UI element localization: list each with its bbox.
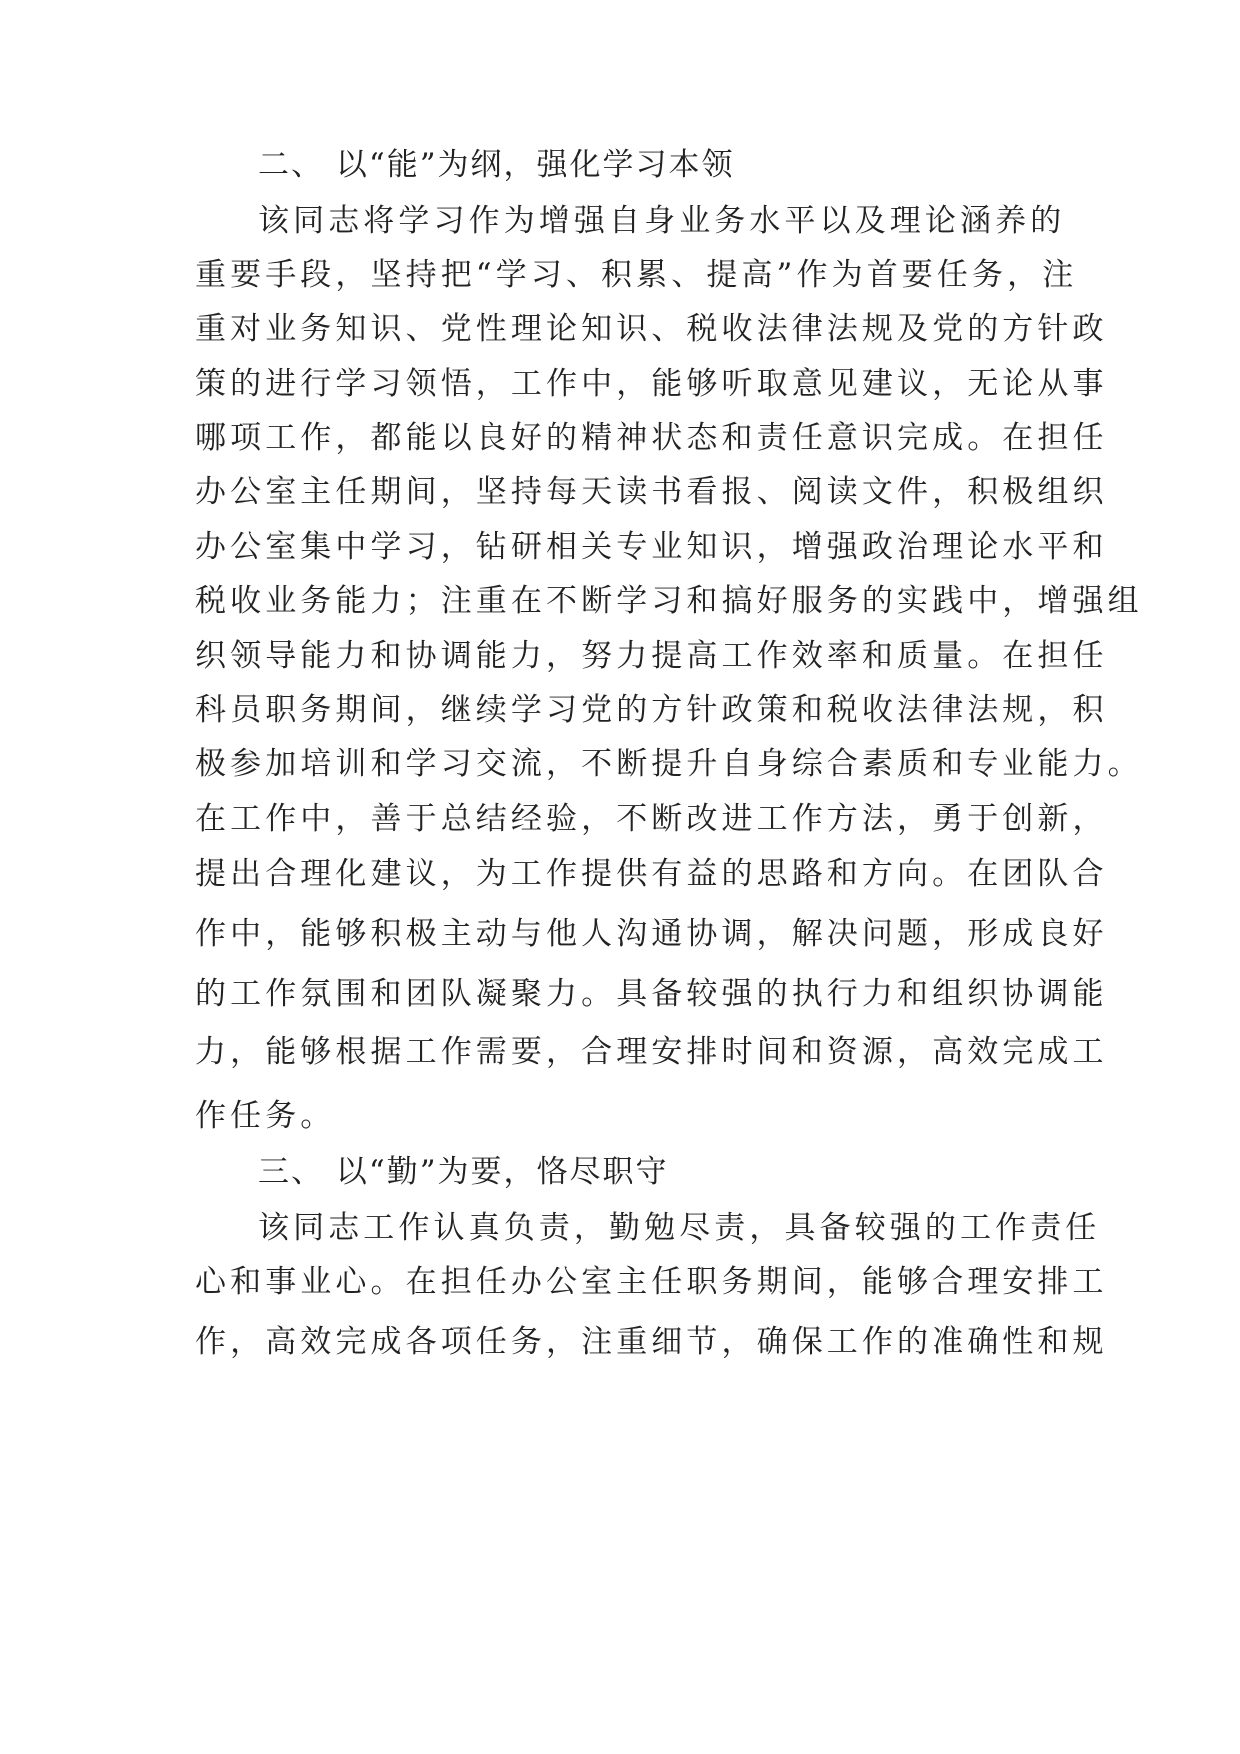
paragraph-line: 力，能够根据工作需要，合理安排时间和资源，高效完成工 (195, 1034, 1108, 1070)
paragraph-line: 织领导能力和协调能力，努力提高工作效率和质量。在担任 (195, 638, 1108, 674)
paragraph-line: 科员职务期间，继续学习党的方针政策和税收法律法规，积 (195, 692, 1108, 728)
paragraph-line: 作中，能够积极主动与他人沟通协调，解决问题，形成良好 (195, 916, 1108, 952)
paragraph-line: 该同志工作认真负责，勤勉尽责，具备较强的工作责任 (258, 1210, 1101, 1246)
paragraph-line: 税收业务能力；注重在不断学习和搞好服务的实践中，增强组 (195, 583, 1143, 619)
paragraph-line: 办公室集中学习，钻研相关专业知识，增强政治理论水平和 (195, 529, 1108, 565)
paragraph-line: 的工作氛围和团队凝聚力。具备较强的执行力和组织协调能 (195, 976, 1108, 1012)
paragraph-line: 提出合理化建议，为工作提供有益的思路和方向。在团队合 (195, 856, 1108, 892)
paragraph-line: 作，高效完成各项任务，注重细节，确保工作的准确性和规 (195, 1324, 1108, 1360)
paragraph-line: 重对业务知识、党性理论知识、税收法律法规及党的方针政 (195, 311, 1108, 347)
paragraph-line: 心和事业心。在担任办公室主任职务期间，能够合理安排工 (195, 1264, 1108, 1300)
paragraph-line: 策的进行学习领悟，工作中，能够听取意见建议，无论从事 (195, 366, 1108, 402)
paragraph-line: 办公室主任期间，坚持每天读书看报、阅读文件，积极组织 (195, 474, 1108, 510)
paragraph-line: 该同志将学习作为增强自身业务水平以及理论涵养的 (258, 203, 1066, 239)
section-heading-3: 三、 以“勤”为要，恪尽职守 (258, 1154, 669, 1190)
paragraph-line: 在工作中，善于总结经验，不断改进工作方法，勇于创新， (195, 801, 1108, 837)
paragraph-line: 哪项工作，都能以良好的精神状态和责任意识完成。在担任 (195, 420, 1108, 456)
paragraph-line: 重要手段，坚持把“学习、积累、提高”作为首要任务，注 (195, 257, 1078, 293)
paragraph-line: 极参加培训和学习交流，不断提升自身综合素质和专业能力。 (195, 746, 1143, 782)
paragraph-line: 作任务。 (195, 1098, 336, 1134)
section-heading-2: 二、 以“能”为纲，强化学习本领 (258, 147, 735, 183)
